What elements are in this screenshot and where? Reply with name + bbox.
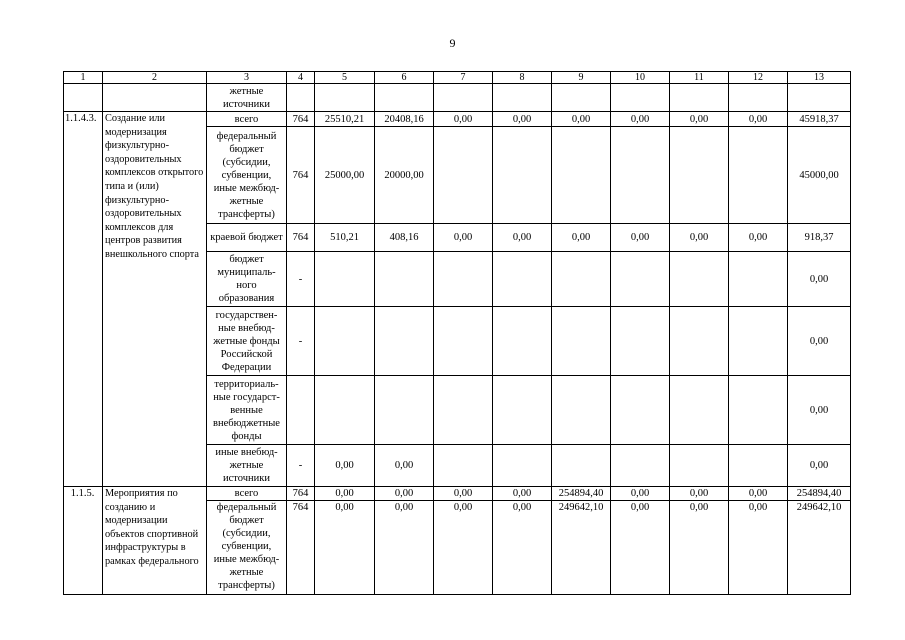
value-cell bbox=[729, 445, 788, 487]
source-cell: федеральный бюджет (субсидии, субвенции, иные межбюд-жетные трансферты) bbox=[207, 501, 287, 595]
value-cell: 254894,40 bbox=[788, 487, 851, 501]
value-cell bbox=[552, 376, 611, 445]
value-cell: 249642,10 bbox=[788, 501, 851, 595]
value-cell bbox=[493, 252, 552, 307]
value-cell: 25000,00 bbox=[315, 127, 375, 224]
value-cell: 408,16 bbox=[375, 224, 434, 252]
value-cell: 0,00 bbox=[493, 487, 552, 501]
source-cell: всего bbox=[207, 112, 287, 127]
source-cell: всего bbox=[207, 487, 287, 501]
table-row bbox=[64, 84, 851, 112]
value-cell bbox=[729, 252, 788, 307]
page-number: 9 bbox=[449, 36, 456, 50]
value-cell bbox=[670, 127, 729, 224]
value-cell bbox=[729, 127, 788, 224]
value-cell: 918,37 bbox=[788, 224, 851, 252]
value-cell bbox=[493, 445, 552, 487]
code-cell: - bbox=[287, 445, 315, 487]
header-cell: 9 bbox=[552, 72, 611, 84]
budget-table bbox=[63, 71, 851, 595]
code-cell: 764 bbox=[287, 112, 315, 127]
value-cell: 20000,00 bbox=[375, 127, 434, 224]
value-cell: 0,00 bbox=[434, 112, 493, 127]
value-cell bbox=[434, 307, 493, 376]
source-cell: федеральный бюджет (субсидии, субвенции, иные межбюд-жетные трансферты) bbox=[207, 127, 287, 224]
value-cell: 0,00 bbox=[611, 501, 670, 595]
value-cell: 0,00 bbox=[788, 376, 851, 445]
value-cell bbox=[611, 252, 670, 307]
source-cell: краевой бюджет bbox=[207, 224, 287, 252]
value-cell bbox=[375, 252, 434, 307]
value-cell bbox=[670, 252, 729, 307]
value-cell: 0,00 bbox=[729, 487, 788, 501]
value-cell: 0,00 bbox=[493, 112, 552, 127]
value-cell: 0,00 bbox=[729, 501, 788, 595]
value-cell bbox=[434, 252, 493, 307]
header-cell: 1 bbox=[64, 72, 103, 84]
code-cell: 764 bbox=[287, 501, 315, 595]
item-index: 1.1.5. bbox=[64, 487, 103, 595]
header-cell: 3 bbox=[207, 72, 287, 84]
table-row bbox=[64, 112, 851, 127]
value-cell bbox=[315, 376, 375, 445]
source-cell: территориаль-ные государст-венные внебюджетные фонды bbox=[207, 376, 287, 445]
value-cell bbox=[729, 376, 788, 445]
value-cell: 249642,10 bbox=[552, 501, 611, 595]
source-cell: жетные источники bbox=[207, 84, 287, 112]
value-cell bbox=[375, 376, 434, 445]
value-cell: 0,00 bbox=[611, 487, 670, 501]
value-cell: 20408,16 bbox=[375, 112, 434, 127]
item-name: Мероприятия по созданию и модернизации объектов спортивной инфраструктуры в рамках федерального bbox=[103, 487, 207, 595]
value-cell: 0,00 bbox=[434, 501, 493, 595]
item-name: Создание или модернизация физкультурно-оздоровительных комплексов открытого типа и (или) физкультурно-оздоровительных комплексов для центров развития внешкольного спорта bbox=[103, 112, 207, 487]
code-cell bbox=[287, 376, 315, 445]
code-cell: - bbox=[287, 307, 315, 376]
value-cell bbox=[611, 445, 670, 487]
table-row bbox=[64, 487, 851, 501]
value-cell: 0,00 bbox=[315, 487, 375, 501]
value-cell: 45000,00 bbox=[788, 127, 851, 224]
value-cell: 254894,40 bbox=[552, 487, 611, 501]
header-cell: 2 bbox=[103, 72, 207, 84]
value-cell: 0,00 bbox=[611, 224, 670, 252]
value-cell bbox=[315, 252, 375, 307]
value-cell bbox=[493, 127, 552, 224]
code-cell: 764 bbox=[287, 127, 315, 224]
value-cell: 25510,21 bbox=[315, 112, 375, 127]
value-cell bbox=[729, 307, 788, 376]
source-cell: иные внебюд-жетные источники bbox=[207, 445, 287, 487]
code-cell: 764 bbox=[287, 224, 315, 252]
value-cell: 0,00 bbox=[375, 445, 434, 487]
header-cell: 8 bbox=[493, 72, 552, 84]
value-cell: 0,00 bbox=[315, 445, 375, 487]
header-cell: 6 bbox=[375, 72, 434, 84]
value-cell: 0,00 bbox=[788, 252, 851, 307]
value-cell: 0,00 bbox=[434, 224, 493, 252]
value-cell bbox=[434, 445, 493, 487]
value-cell bbox=[434, 376, 493, 445]
header-cell: 12 bbox=[729, 72, 788, 84]
index-cell bbox=[64, 84, 103, 112]
value-cell bbox=[493, 307, 552, 376]
value-cell: 0,00 bbox=[670, 501, 729, 595]
value-cell bbox=[611, 307, 670, 376]
value-cell: 0,00 bbox=[670, 224, 729, 252]
value-cell: 0,00 bbox=[493, 501, 552, 595]
name-cell bbox=[103, 84, 207, 112]
value-cell: 0,00 bbox=[729, 224, 788, 252]
header-cell: 10 bbox=[611, 72, 670, 84]
value-cell bbox=[552, 445, 611, 487]
value-cell bbox=[375, 307, 434, 376]
code-cell: - bbox=[287, 252, 315, 307]
header-cell: 4 bbox=[287, 72, 315, 84]
item-index: 1.1.4.3. bbox=[64, 112, 103, 487]
value-cell bbox=[670, 445, 729, 487]
value-cell bbox=[493, 376, 552, 445]
value-cell: 0,00 bbox=[670, 487, 729, 501]
value-cell bbox=[552, 307, 611, 376]
value-cell: 0,00 bbox=[729, 112, 788, 127]
value-cell bbox=[315, 307, 375, 376]
value-cell bbox=[670, 307, 729, 376]
header-row bbox=[64, 72, 851, 84]
header-cell: 13 bbox=[788, 72, 851, 84]
value-cell: 0,00 bbox=[375, 487, 434, 501]
value-cell: 0,00 bbox=[552, 112, 611, 127]
header-cell: 11 bbox=[670, 72, 729, 84]
header-cell: 7 bbox=[434, 72, 493, 84]
value-cell: 0,00 bbox=[315, 501, 375, 595]
value-cell: 0,00 bbox=[670, 112, 729, 127]
value-cell bbox=[552, 127, 611, 224]
value-cell bbox=[611, 127, 670, 224]
value-cell: 0,00 bbox=[375, 501, 434, 595]
value-cell: 0,00 bbox=[788, 445, 851, 487]
code-cell: 764 bbox=[287, 487, 315, 501]
value-cell bbox=[434, 127, 493, 224]
value-cell: 0,00 bbox=[434, 487, 493, 501]
value-cell: 45918,37 bbox=[788, 112, 851, 127]
value-cell: 510,21 bbox=[315, 224, 375, 252]
value-cell bbox=[670, 376, 729, 445]
source-cell: бюджет муниципаль-ного образования bbox=[207, 252, 287, 307]
value-cell: 0,00 bbox=[611, 112, 670, 127]
value-cell bbox=[552, 252, 611, 307]
value-cell: 0,00 bbox=[788, 307, 851, 376]
value-cell: 0,00 bbox=[493, 224, 552, 252]
source-cell: государствен-ные внебюд-жетные фонды Российской Федерации bbox=[207, 307, 287, 376]
value-cell: 0,00 bbox=[552, 224, 611, 252]
value-cell bbox=[611, 376, 670, 445]
header-cell: 5 bbox=[315, 72, 375, 84]
